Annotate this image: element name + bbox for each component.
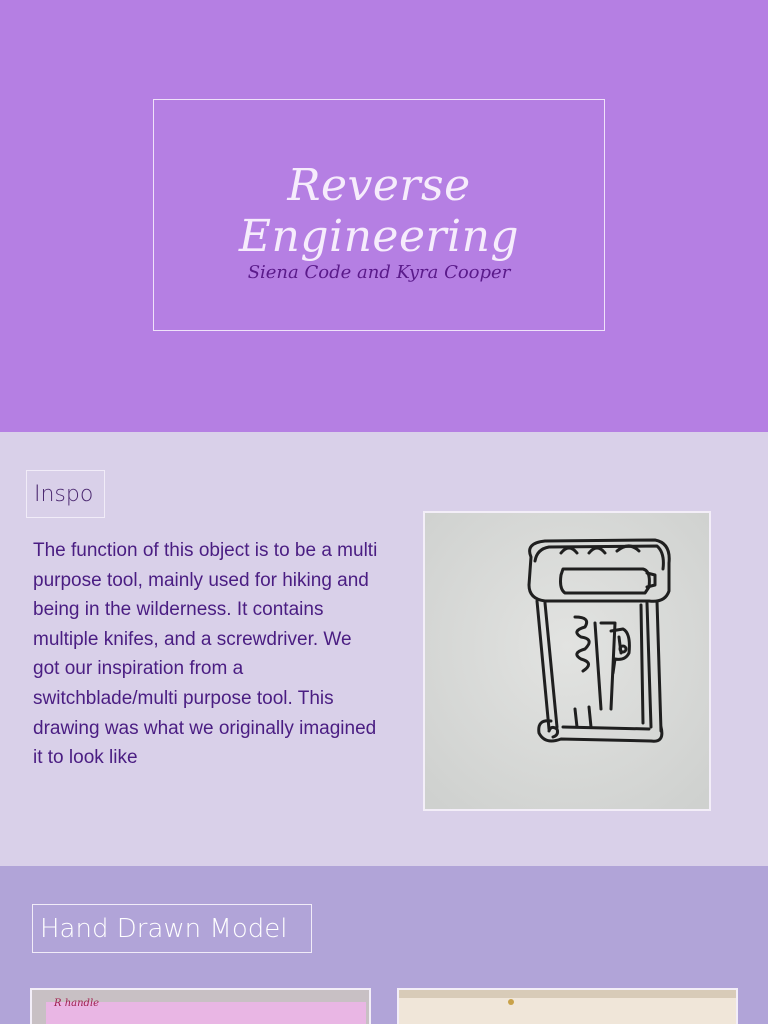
title-frame <box>153 99 605 331</box>
inspo-body-text: The function of this object is to be a multi purpose tool, mainly used for hiking and being in the wilderness. It contains multiple knifes, and a screwdriver. We got our inspiration from a switchblade/multi purpose tool. This drawing was what we originally imagined it to look like <box>33 540 378 769</box>
hand-drawn-model-slide <box>0 866 768 1024</box>
sketch-drawing-icon <box>425 513 709 809</box>
title-slide <box>0 0 768 432</box>
presentation-title: Reverse Engineering <box>238 160 520 262</box>
hand-drawn-photo-right <box>397 988 738 1024</box>
hand-drawn-photo-left <box>30 988 371 1024</box>
paper-photo-icon <box>399 990 736 1024</box>
presentation-authors: Siena Code and Kyra Cooper <box>247 262 511 283</box>
multitool-sketch-image <box>423 511 711 811</box>
handwritten-note: R handle <box>54 998 100 1009</box>
model-heading: Hand Drawn Model <box>32 904 312 953</box>
inspo-slide <box>0 432 768 866</box>
inspo-heading: Inspo <box>26 470 105 518</box>
